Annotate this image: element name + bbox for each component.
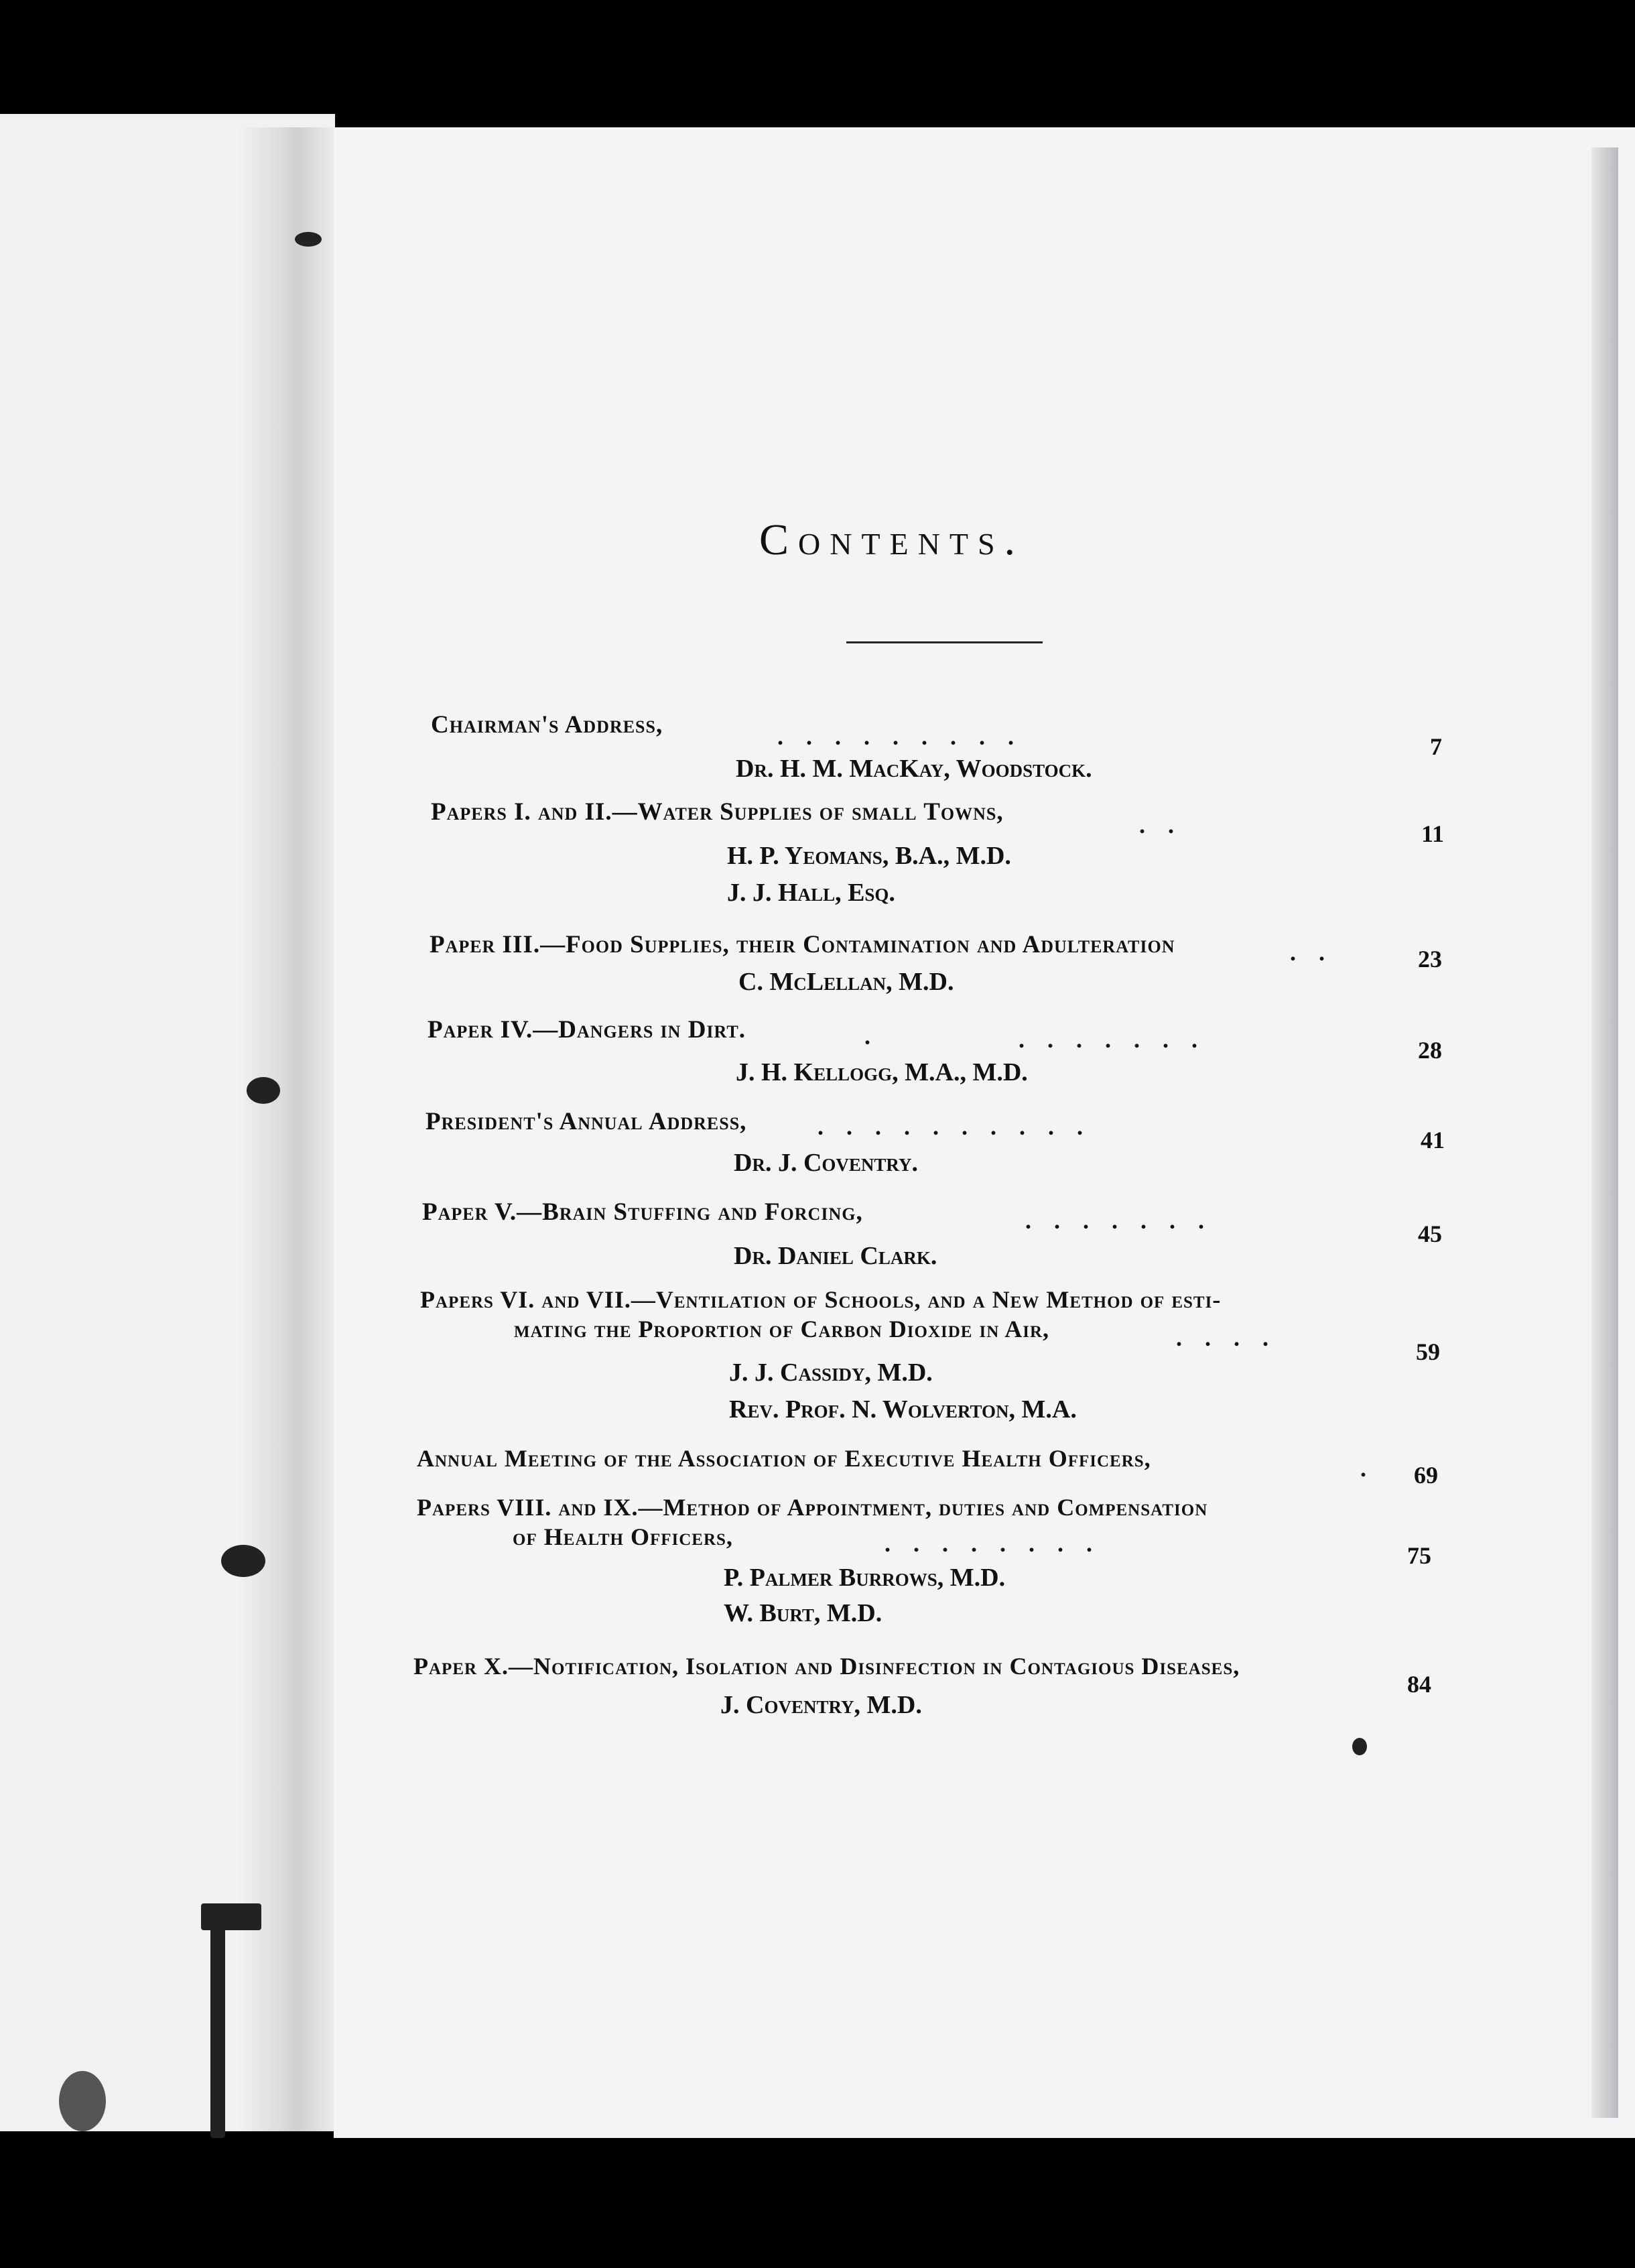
title-rule xyxy=(846,641,1043,643)
binding-mark xyxy=(210,1917,225,2138)
toc-page-number: 75 xyxy=(1407,1542,1431,1569)
toc-page-number: 69 xyxy=(1414,1462,1438,1489)
toc-entry-title: Annual Meeting of the Association of Executive Health Officers, xyxy=(417,1445,1151,1472)
toc-entry-title: Papers I. and II.—Water Supplies of small Towns, xyxy=(431,798,1004,826)
dot-leader: . xyxy=(1360,1455,1389,1482)
book-gutter xyxy=(236,127,336,2131)
ink-spot xyxy=(59,2071,106,2131)
toc-page-number: 28 xyxy=(1418,1037,1442,1064)
toc-entry-title: President's Annual Address, xyxy=(426,1108,747,1135)
toc-page-number: 45 xyxy=(1418,1220,1442,1247)
toc-page-number: 84 xyxy=(1407,1671,1431,1698)
toc-entry-title: Paper IV.—Dangers in Dirt. xyxy=(428,1016,746,1044)
toc-entry-title: Paper X.—Notification, Isolation and Disinfection in Contagious Diseases, xyxy=(413,1653,1240,1680)
toc-author: P. Palmer Burrows, M.D. xyxy=(724,1564,1006,1592)
toc-author: Dr. Daniel Clark. xyxy=(734,1242,937,1270)
toc-page-number: 11 xyxy=(1421,820,1445,847)
toc-entry-title: Papers VIII. and IX.—Method of Appointment, duties and Compensation xyxy=(417,1494,1208,1521)
toc-page-number: 41 xyxy=(1421,1127,1445,1153)
page-title: Contents. xyxy=(759,515,1025,564)
toc-author: J. Coventry, M.D. xyxy=(720,1691,922,1719)
toc-page-number: 7 xyxy=(1430,733,1442,760)
toc-author: W. Burt, M.D. xyxy=(724,1599,882,1627)
toc-author: J. J. Cassidy, M.D. xyxy=(729,1359,933,1387)
binding-mark xyxy=(247,1077,280,1104)
dot-leader: .. xyxy=(1139,812,1197,838)
dot-leader: .. xyxy=(1290,939,1348,966)
toc-author: Dr. J. Coventry. xyxy=(734,1149,918,1177)
dot-leader: .... xyxy=(1176,1324,1291,1351)
dot-leader: ......... xyxy=(777,723,1037,750)
toc-entry-title-continued: of Health Officers, xyxy=(513,1523,733,1550)
dot-leader: . xyxy=(864,1023,893,1050)
dot-leader: ........ xyxy=(885,1530,1115,1557)
dot-leader: ....... xyxy=(1025,1207,1227,1234)
toc-entry-title: Paper III.—Food Supplies, their Contamination and Adulteration xyxy=(430,931,1175,958)
toc-entry-title-continued: mating the Proportion of Carbon Dioxide in Air, xyxy=(514,1316,1050,1342)
toc-entry-title: Chairman's Address, xyxy=(431,711,663,739)
toc-page-number: 23 xyxy=(1418,946,1442,972)
toc-page-number: 59 xyxy=(1416,1338,1440,1365)
toc-author: J. H. Kellogg, M.A., M.D. xyxy=(736,1058,1028,1086)
dot-leader: .......... xyxy=(818,1113,1106,1140)
toc-author: Dr. H. M. MacKay, Woodstock. xyxy=(736,755,1092,783)
binding-mark xyxy=(295,232,322,247)
binding-mark xyxy=(221,1545,265,1577)
toc-entry-title: Papers VI. and VII.—Ventilation of Schools, and a New Method of esti- xyxy=(420,1286,1222,1313)
ink-blot xyxy=(1352,1738,1367,1755)
page-edge xyxy=(1591,147,1618,2118)
toc-author: C. McLellan, M.D. xyxy=(738,968,954,996)
dot-leader: ....... xyxy=(1019,1026,1220,1053)
toc-author: J. J. Hall, Esq. xyxy=(727,879,895,907)
toc-author: Rev. Prof. N. Wolverton, M.A. xyxy=(729,1395,1077,1424)
toc-entry-title: Paper V.—Brain Stuffing and Forcing, xyxy=(422,1198,863,1226)
toc-author: H. P. Yeomans, B.A., M.D. xyxy=(727,842,1011,870)
